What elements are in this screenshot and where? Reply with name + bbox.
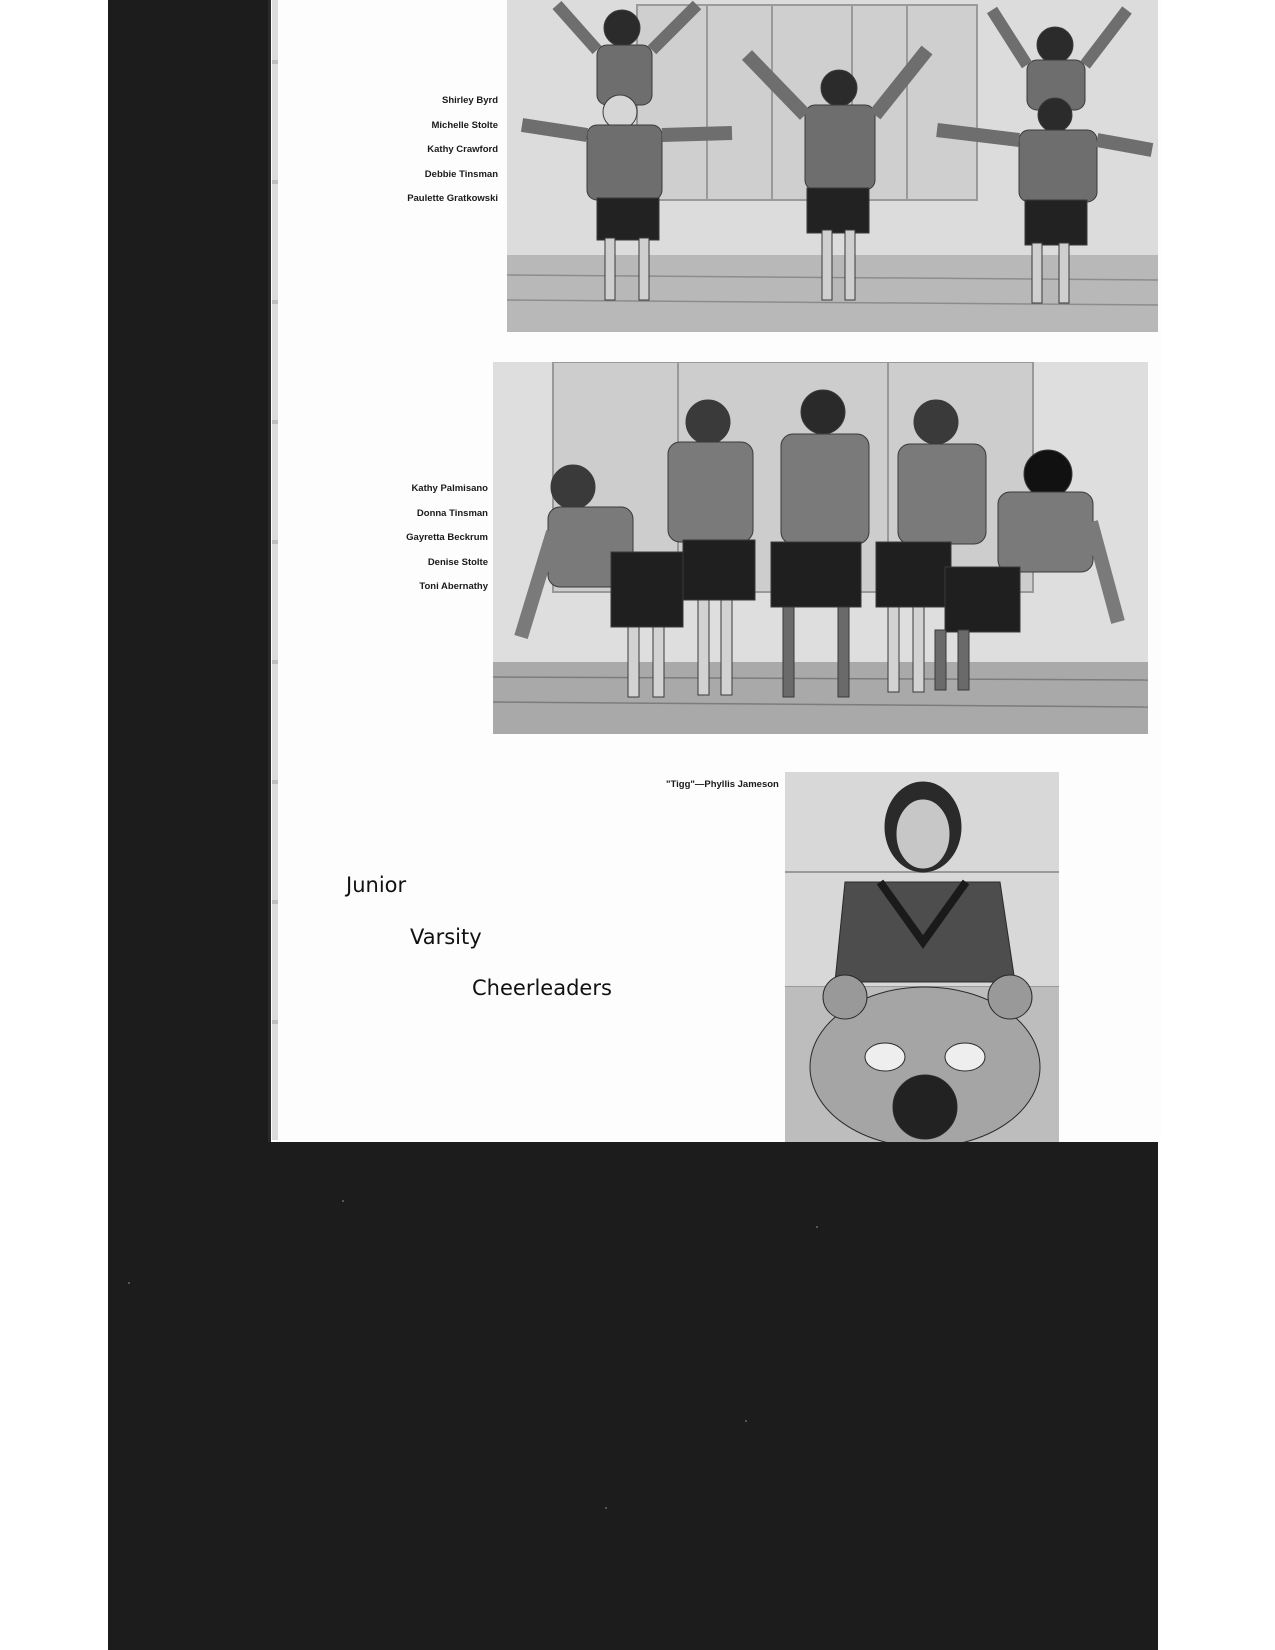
- title-word-varsity: Varsity: [410, 925, 482, 949]
- scan-speck: [816, 1226, 818, 1228]
- scan-speck: [745, 1420, 747, 1422]
- name-label: Paulette Gratkowski: [407, 193, 498, 204]
- mascot-portrait-photo: [785, 772, 1059, 1142]
- name-label: Kathy Palmisano: [411, 483, 488, 494]
- name-label: Debbie Tinsman: [424, 168, 498, 180]
- name-label: Michelle Stolte: [431, 119, 498, 131]
- name-label: Gayretta Beckrum: [406, 532, 488, 543]
- cheerleader-line-photo: [493, 362, 1148, 734]
- name-label: Shirley Byrd: [442, 95, 498, 106]
- name-label: Toni Abernathy: [419, 581, 488, 592]
- name-label: Donna Tinsman: [416, 507, 488, 519]
- scan-speck: [128, 1282, 130, 1284]
- mascot-caption: "Tigg"—Phyllis Jameson: [666, 779, 779, 790]
- photo1-names: [407, 95, 498, 218]
- name-label: Kathy Crawford: [427, 144, 498, 155]
- cheerleader-pyramid-photo: [507, 0, 1158, 332]
- title-word-junior: Junior: [346, 873, 407, 897]
- photo2-names: [406, 483, 488, 606]
- scan-speck: [605, 1507, 607, 1509]
- name-label: Denise Stolte: [427, 556, 488, 568]
- page-binding-edge: [272, 0, 278, 1140]
- scan-speck: [342, 1200, 344, 1202]
- title-word-cheerleaders: Cheerleaders: [472, 976, 612, 1000]
